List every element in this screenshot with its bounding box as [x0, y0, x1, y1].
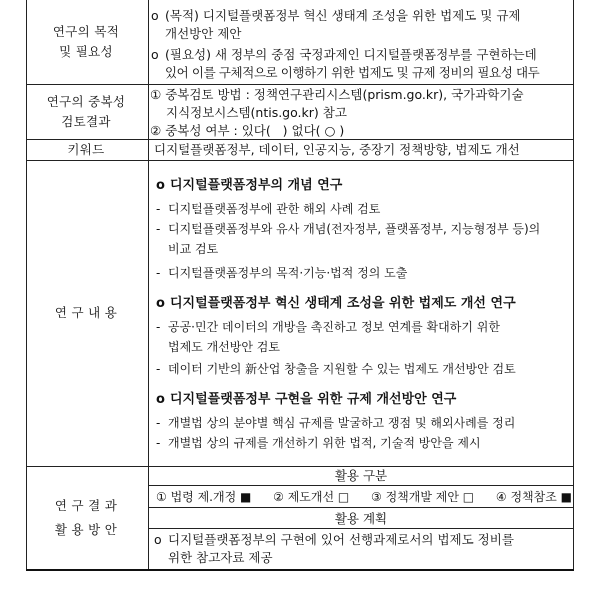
section-3-list [156, 413, 572, 453]
checkbox-empty-icon: □ [462, 490, 475, 504]
bullet: o [156, 392, 165, 407]
usage-plan-cont: 위한 참고자료 제공 [168, 550, 273, 565]
purpose-item-2-cont: 있어 이를 구체적으로 이행하기 위한 법제도 및 규제 정비의 필요성 대두 [165, 65, 540, 80]
list-item [156, 219, 572, 239]
bullet: o [156, 296, 165, 311]
keywords-label-text: 키워드 [67, 141, 105, 157]
circled-number: ④ [495, 490, 507, 504]
section-2-title-text: 디지털플랫폼정부 혁신 생태계 조성을 위한 법제도 개선 연구 [170, 296, 516, 311]
usage-categories [156, 487, 572, 507]
section-3-title-text: 디지털플랫폼정부 구현을 위한 규제 개선방안 연구 [170, 392, 457, 407]
section-2-title [156, 295, 572, 313]
list-item-text: 공공·민간 데이터의 개방을 촉진하고 정보 연계를 확대하기 위한 [168, 320, 500, 334]
list-item-text: 디지털플랫폼정부와 유사 개념(전자정부, 플랫폼정부, 지능형정부 등)의 [168, 222, 541, 236]
purpose-item-2 [151, 46, 567, 64]
duplicate-method-cont: 지식정보시스템(ntis.go.kr) 참고 [166, 105, 347, 120]
dash: - [156, 266, 161, 280]
content-label [26, 160, 146, 466]
usage-subdivider [148, 485, 574, 486]
list-item [156, 433, 572, 453]
usage-category-header [148, 467, 574, 485]
usage-label-line1: 연 구 결 과 [54, 497, 118, 513]
keywords-label [26, 139, 146, 160]
usage-plan-body [154, 531, 570, 567]
section-1-list [156, 199, 572, 283]
usage-category-header-text: 활용 구분 [334, 468, 388, 483]
usage-plan-header [148, 509, 574, 528]
list-item-text: 개별법 상의 규제를 개선하기 위한 법적, 기술적 방안을 제시 [168, 436, 481, 450]
list-item [156, 263, 572, 283]
checkbox-filled-icon: ■ [240, 490, 252, 504]
usage-subdivider [148, 507, 574, 508]
keywords-body [154, 141, 570, 159]
dash: - [156, 362, 161, 376]
purpose-item-1-cont: 개선방안 제안 [165, 26, 242, 41]
usage-category-2 [273, 487, 349, 507]
checkbox-empty-icon: □ [337, 490, 350, 504]
list-item [156, 359, 572, 379]
list-item-text: 데이터 기반의 新산업 창출을 지원할 수 있는 법제도 개선방안 검토 [168, 362, 516, 376]
usage-category-4 [496, 487, 572, 507]
content-label-text: 연 구 내 용 [54, 305, 118, 320]
duplicate-label [26, 84, 146, 139]
checkbox-filled-icon: ■ [560, 490, 572, 504]
table-bottom-border [26, 569, 574, 571]
list-item [156, 199, 572, 219]
usage-category-3 [371, 487, 474, 507]
section-1-title [156, 177, 572, 195]
purpose-label-line2: 및 필요성 [59, 44, 113, 59]
usage-category-name: 정책참조 [510, 490, 557, 504]
list-item-cont: 비교 검토 [168, 242, 219, 256]
dash: - [156, 416, 161, 430]
section-1-title-text: 디지털플랫폼정부의 개념 연구 [170, 178, 343, 193]
dash: - [156, 222, 161, 236]
circled-number: ② [273, 490, 284, 504]
usage-category-1 [156, 487, 251, 507]
circled-number: ③ [370, 490, 382, 504]
list-item-text: 개별법 상의 분야별 핵심 규제를 발굴하고 쟁점 및 해외사례를 정리 [168, 416, 516, 430]
list-item [156, 317, 572, 337]
bullet: o [151, 47, 159, 62]
keywords-value: 디지털플랫폼정부, 데이터, 인공지능, 중장기 정책방향, 법제도 개선 [154, 142, 520, 157]
list-item-text: 디지털플랫폼정부에 관한 해외 사례 검토 [168, 202, 381, 216]
usage-label [26, 466, 146, 569]
section-3-title [156, 391, 572, 409]
dash: - [156, 202, 161, 216]
bullet: o [154, 532, 162, 547]
usage-category-name: 정책개발 제안 [385, 490, 459, 504]
usage-plan-item [154, 531, 570, 549]
duplicate-result-text: 중복성 여부 : 있다( ) 없다( ○ ) [165, 123, 345, 138]
usage-category-name: 법령 제.개정 [170, 490, 237, 504]
purpose-item-2-text: (필요성) 새 정부의 중점 국정과제인 디지털플랫폼정부를 구현하는데 [165, 47, 537, 62]
purpose-label-line1: 연구의 목적 [52, 24, 120, 39]
dash: - [156, 436, 161, 450]
circled-number: ① [150, 87, 162, 102]
usage-label-line2: 활 용 방 안 [54, 521, 118, 537]
duplicate-label-line1: 연구의 중복성 [46, 93, 126, 109]
bullet: o [151, 8, 159, 23]
content-body [156, 177, 572, 453]
circled-number: ① [156, 490, 167, 504]
purpose-label [26, 0, 146, 84]
usage-plan-text: 디지털플랫폼정부의 구현에 있어 선행과제로서의 법제도 정비를 [168, 532, 514, 547]
duplicate-method [150, 86, 566, 104]
duplicate-body [150, 86, 566, 140]
bullet: o [156, 178, 165, 193]
duplicate-result [150, 122, 566, 140]
usage-category-name: 제도개선 [287, 490, 335, 504]
dash: - [156, 320, 161, 334]
circled-number: ② [150, 123, 162, 138]
list-item [156, 413, 572, 433]
section-2-list [156, 317, 572, 379]
list-item-text: 디지털플랫폼정부의 목적·기능·법적 정의 도출 [168, 266, 408, 280]
duplicate-method-text: 중복검토 방법 : 정책연구관리시스템(prism.go.kr), 국가과학기술 [165, 87, 524, 102]
list-item-cont: 법제도 개선방안 검토 [168, 340, 280, 354]
research-summary-table [26, 0, 574, 570]
purpose-item-1 [151, 7, 567, 25]
usage-subdivider [148, 528, 574, 529]
purpose-item-1-text: (목적) 디지털플랫폼정부 혁신 생태계 조성을 위한 법제도 및 규제 [165, 8, 521, 23]
usage-plan-header-text: 활용 계획 [334, 511, 388, 526]
duplicate-label-line2: 검토결과 [61, 113, 111, 129]
purpose-body [151, 7, 567, 82]
